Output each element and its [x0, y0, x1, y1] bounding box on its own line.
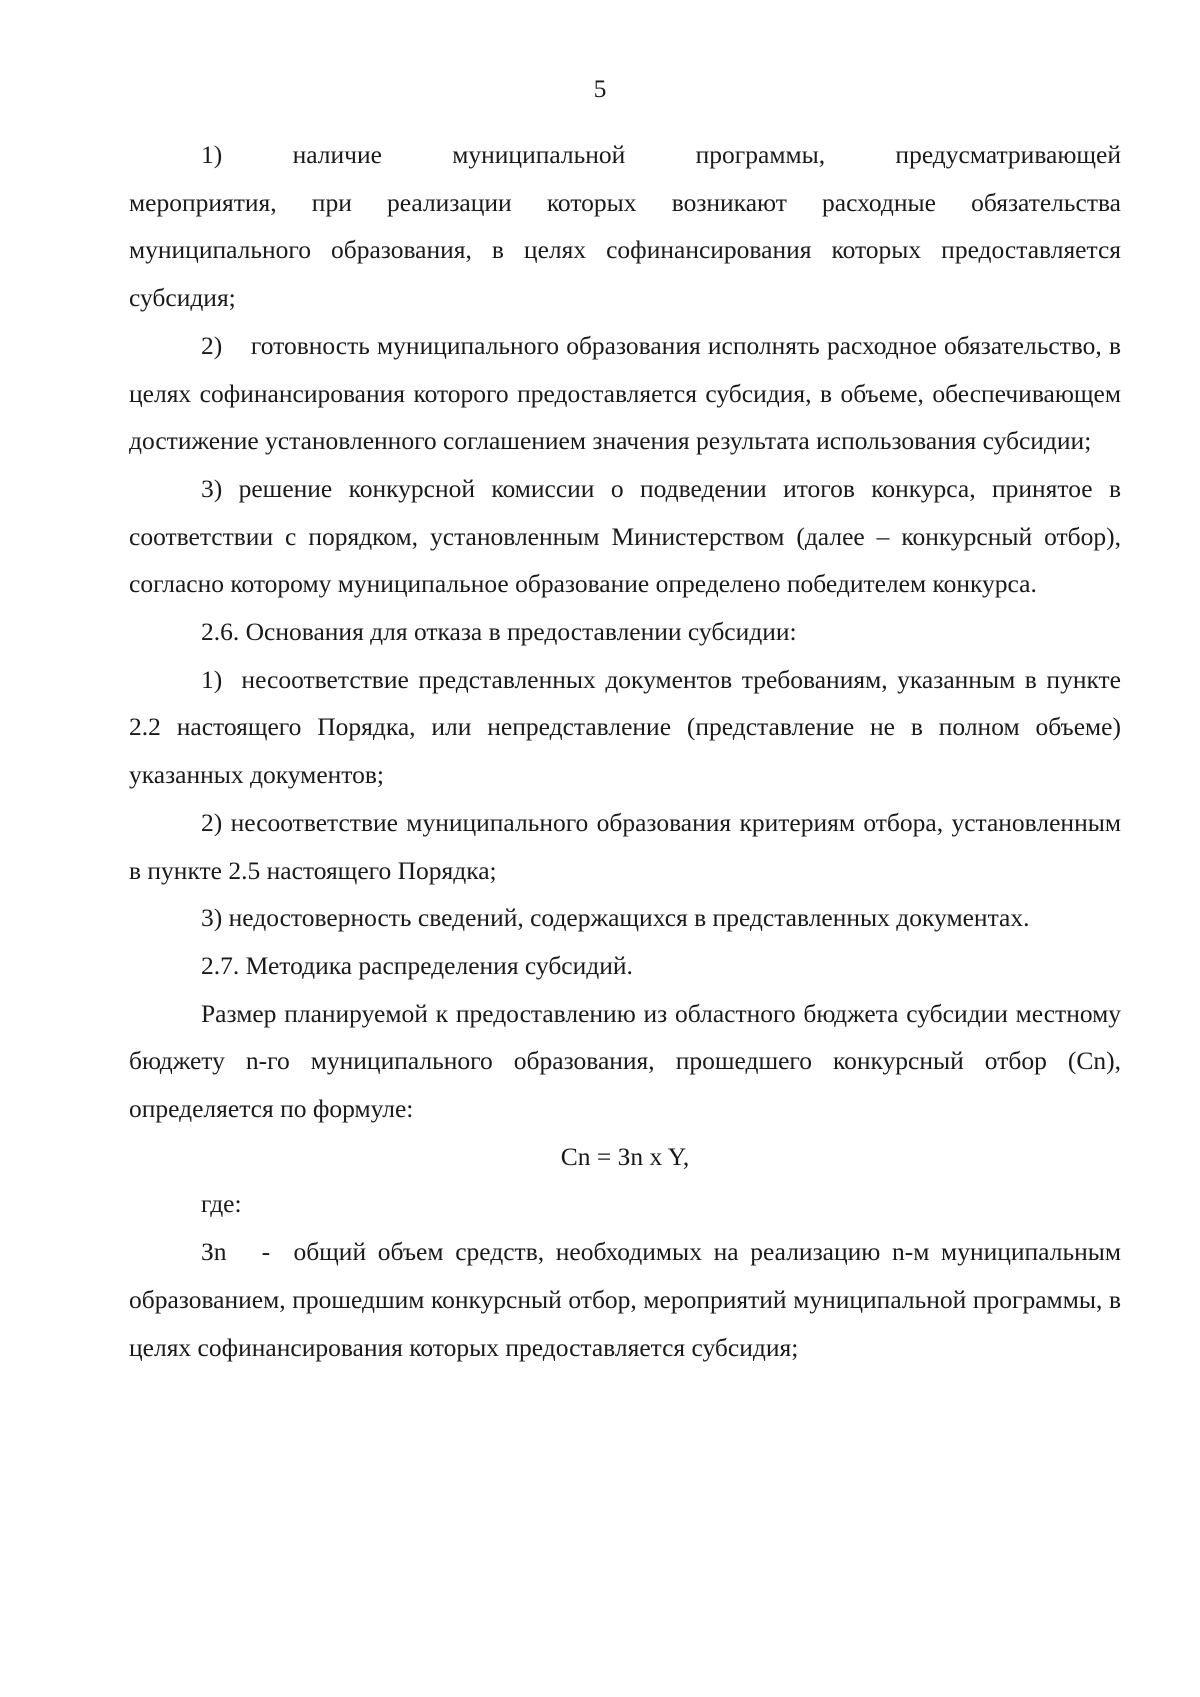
paragraph-refusal-3: 3) недостоверность сведений, содержащихся в представленных документах. — [201, 903, 1030, 933]
paragraph-refusal-2: 2) несоответствие муниципального образования критериям отбора, установленным в пункте 2.5 настоящего Порядка; — [129, 807, 1121, 885]
where-label: где: — [201, 1189, 242, 1219]
paragraph-definition-zn: Зn - общий объем средств, необходимых на реализацию n-м муниципальным образованием, прошедшим конкурсный отбор, мероприятий муниципальной программы, в целях софинансирования которых предоставляется субсидия; — [129, 1237, 1121, 1362]
paragraph-criterion-2: 2) готовность муниципального образования исполнять расходное обязательство, в целях софинансирования которого предоставляется субсидия, в объеме, обеспечивающем достижение установленного соглашением значения результата использования субсидии; — [129, 330, 1121, 456]
paragraph-refusal-1: 1) несоответствие представленных документов требованиям, указанным в пункте 2.2 настоящего Порядка, или непредставление (представление не в полном объеме) указанных документов; — [129, 664, 1121, 790]
paragraph-criterion-3: 3) решение конкурсной комиссии о подведении итогов конкурса, принятое в соответствии с порядком, установленным Министерством (далее – конкурсный отбор), согласно которому муниципальное образование определено победителем конкурса. — [129, 473, 1121, 599]
paragraph-criterion-1: 1) наличие муниципальной программы, предусматривающей мероприятия, при реализации которых возникают расходные обязательства муниципального образования, в целях софинансирования которых предоставляется субсидия; — [129, 140, 1121, 313]
paragraph-methodology-heading: 2.7. Методика распределения субсидий. — [201, 950, 633, 980]
page-number: 5 — [593, 74, 607, 103]
paragraph-refusal-heading: 2.6. Основания для отказа в предоставлении субсидии: — [201, 617, 797, 647]
paragraph-subsidy-size: Размер планируемой к предоставлению из областного бюджета субсидии местному бюджету n-го муниципального образования, прошедшего конкурсный отбор (Cn), определяется по формуле: — [129, 998, 1121, 1124]
document-body — [129, 131, 1121, 1371]
formula: Cn = Зn x Y, — [560, 1141, 690, 1171]
